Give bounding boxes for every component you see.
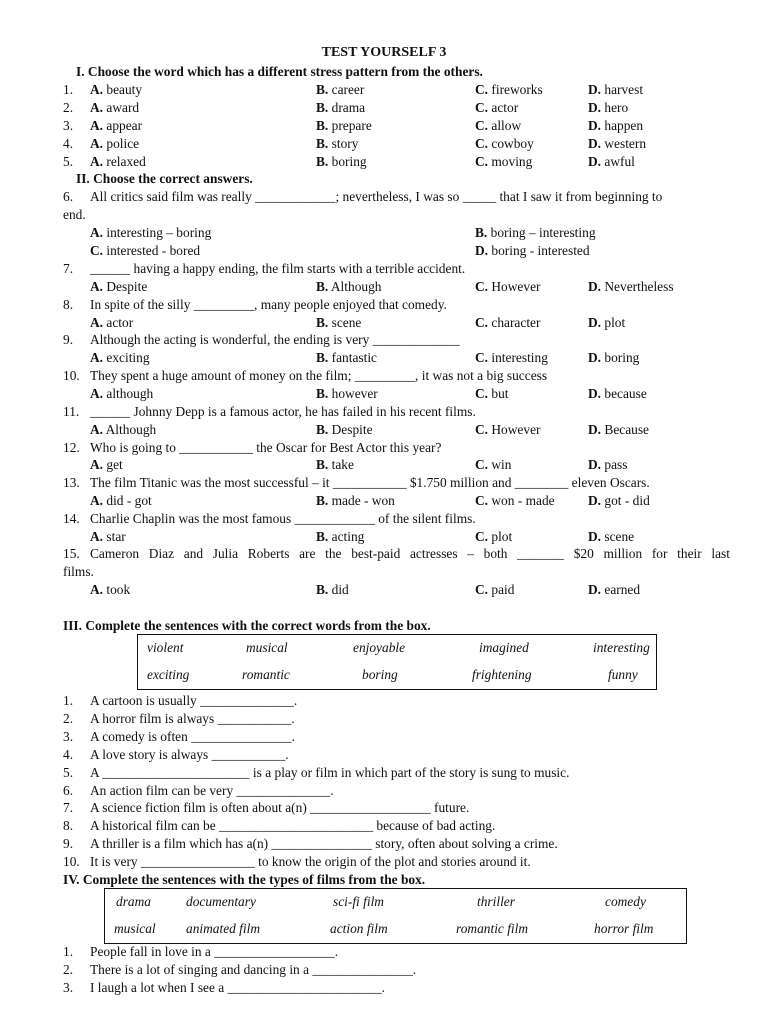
item-number: 4. <box>63 135 74 151</box>
option-b: B. boring <box>316 153 367 169</box>
box-word: frightening <box>472 667 532 682</box>
option-a: A. star <box>90 528 126 544</box>
option-b: B. take <box>316 457 354 473</box>
option-d: D. awful <box>588 153 635 169</box>
option-a: A. took <box>90 582 131 597</box>
option-a: A. interesting – boring <box>90 225 212 240</box>
section-heading-3: III. Complete the sentences with the correct words from the box. <box>63 618 431 633</box>
option-d: D. harvest <box>588 82 644 97</box>
box-word: documentary <box>186 894 256 909</box>
question-number: 10. <box>63 368 80 384</box>
item-number: 2. <box>63 961 74 977</box>
option-c: C. but <box>475 386 509 401</box>
option-a: A. appear <box>90 117 143 133</box>
sentence-text: People fall in love in a __________________. <box>90 944 339 959</box>
question-number: 14. <box>63 510 80 526</box>
sentence-text: A love story is always ___________. <box>90 746 289 762</box>
item-number: 3. <box>63 728 74 744</box>
option-b: B. acting <box>316 528 365 544</box>
option-a: A. award <box>90 99 140 115</box>
option-d: D. western <box>588 135 647 151</box>
question-text: In spite of the silly _________, many people enjoyed that comedy. <box>90 296 447 312</box>
question-text: Cameron Diaz and Julia Roberts are the best-paid actresses – both _______ $20 million for their last <box>90 546 730 561</box>
option-c: C. paid <box>475 582 515 597</box>
option-c: C. interesting <box>475 350 548 366</box>
option-c: C. plot <box>475 528 513 544</box>
option-a: A. beauty <box>90 82 143 97</box>
question-number: 8. <box>63 296 74 312</box>
item-number: 1. <box>63 693 74 708</box>
option-c: C. won - made <box>475 493 555 509</box>
sentence-text: A science fiction film is often about a(n) __________________ future. <box>90 800 470 816</box>
option-a: A. did - got <box>90 493 152 509</box>
item-number: 10. <box>63 854 80 870</box>
section-heading-4: IV. Complete the sentences with the types of films from the box. <box>63 872 426 887</box>
box-word: violent <box>147 640 184 655</box>
option-b: B. scene <box>316 314 362 330</box>
question-text: Charlie Chaplin was the most famous ____________ of the silent films. <box>90 510 476 526</box>
option-a: A. relaxed <box>90 153 146 169</box>
question-text: ______ having a happy ending, the film starts with a terrible accident. <box>90 261 466 276</box>
option-b: B. fantastic <box>316 350 377 366</box>
option-c: C. cowboy <box>475 135 534 151</box>
box-word: boring <box>362 667 398 682</box>
question-text: All critics said film was really ____________; nevertheless, I was so _____ that I saw it from beginning to <box>90 189 663 204</box>
item-number: 3. <box>63 117 74 133</box>
item-number: 4. <box>63 746 74 762</box>
question-number: 6. <box>63 189 74 204</box>
sentence-text: There is a lot of singing and dancing in a _______________. <box>90 961 417 977</box>
option-a: A. although <box>90 386 154 401</box>
option-b: B. prepare <box>316 117 372 133</box>
sentence-text: An action film can be very ______________. <box>90 782 334 798</box>
box-word: action film <box>330 921 388 936</box>
question-number: 15. <box>63 546 80 561</box>
box-word: comedy <box>605 894 646 909</box>
sentence-text: A cartoon is usually ______________. <box>90 693 298 708</box>
box-word: imagined <box>479 640 529 655</box>
page-title: TEST YOURSELF 3 <box>321 45 447 60</box>
option-d: D. got - did <box>588 493 650 509</box>
box-word: thriller <box>477 894 515 909</box>
option-c: C. moving <box>475 153 533 169</box>
item-number: 2. <box>63 99 74 115</box>
question-number: 11. <box>63 403 80 419</box>
option-a: A. actor <box>90 314 134 330</box>
sentence-text: A horror film is always ___________. <box>90 710 295 726</box>
box-word: horror film <box>594 921 654 936</box>
box-word: drama <box>116 894 151 909</box>
item-number: 5. <box>63 153 74 169</box>
box-word: romantic film <box>456 921 529 936</box>
box-word: animated film <box>186 921 261 936</box>
option-c: C. allow <box>475 117 522 133</box>
option-d: D. scene <box>588 528 635 544</box>
question-text: Although the acting is wonderful, the ending is very _____________ <box>90 332 460 348</box>
option-a: A. Although <box>90 421 157 437</box>
option-c: C. actor <box>475 99 519 115</box>
option-d: D. because <box>588 386 647 401</box>
item-number: 2. <box>63 710 74 726</box>
sentence-text: A comedy is often _______________. <box>90 728 295 744</box>
option-b: B. story <box>316 135 359 151</box>
box-word: funny <box>608 667 638 682</box>
question-number: 12. <box>63 439 80 455</box>
section-heading-2: II. Choose the correct answers. <box>76 171 253 186</box>
option-d: D. boring <box>588 350 640 366</box>
option-c: C. interested - bored <box>90 243 201 258</box>
option-b: B. Despite <box>316 421 373 437</box>
option-c: C. character <box>475 314 541 330</box>
option-a: A. police <box>90 135 140 151</box>
option-c: C. win <box>475 457 512 473</box>
item-number: 3. <box>63 979 74 995</box>
option-b: B. did <box>316 582 349 597</box>
item-number: 1. <box>63 82 74 97</box>
section-heading-1: I. Choose the word which has a different stress pattern from the others. <box>76 64 483 79</box>
box-word: musical <box>246 640 288 655</box>
word-box-3 <box>137 634 657 690</box>
box-word: interesting <box>593 640 650 655</box>
item-number: 7. <box>63 800 74 816</box>
sentence-text: A thriller is a film which has a(n) _______________ story, often about solving a crime. <box>90 836 558 852</box>
sentence-text: It is very _________________ to know the origin of the plot and stories around it. <box>90 854 531 870</box>
item-number: 8. <box>63 818 74 834</box>
box-word: musical <box>114 921 156 936</box>
option-b: B. Although <box>316 278 382 294</box>
box-word: sci-fi film <box>333 894 384 909</box>
option-d: D. happen <box>588 117 644 133</box>
sentence-text: A historical film can be _______________________ because of bad acting. <box>90 818 496 834</box>
option-d: D. Nevertheless <box>588 278 674 294</box>
option-b: B. however <box>316 386 378 401</box>
question-text-cont: end. <box>63 207 86 222</box>
option-d: D. hero <box>588 99 629 115</box>
option-b: B. made - won <box>316 493 395 509</box>
option-c: C. fireworks <box>475 82 543 97</box>
item-number: 9. <box>63 836 74 852</box>
item-number: 5. <box>63 764 74 780</box>
option-c: C. However <box>475 421 541 437</box>
option-a: A. get <box>90 457 123 473</box>
option-b: B. drama <box>316 99 366 115</box>
option-d: D. earned <box>588 582 641 597</box>
option-d: D. Because <box>588 421 650 437</box>
question-text: Who is going to ___________ the Oscar for Best Actor this year? <box>90 439 442 455</box>
option-b: B. boring – interesting <box>475 225 596 240</box>
box-word: exciting <box>147 667 190 682</box>
option-d: D. pass <box>588 457 628 473</box>
question-text-cont: films. <box>63 564 94 579</box>
question-text: ______ Johnny Depp is a famous actor, he has failed in his recent films. <box>90 403 476 419</box>
question-number: 13. <box>63 475 80 491</box>
question-number: 7. <box>63 261 74 276</box>
sentence-text: I laugh a lot when I see a _______________________. <box>90 979 385 995</box>
box-word: romantic <box>242 667 290 682</box>
item-number: 6. <box>63 782 74 798</box>
item-number: 1. <box>63 944 74 959</box>
option-d: D. boring - interested <box>475 243 590 258</box>
option-a: A. exciting <box>90 350 150 366</box>
box-word: enjoyable <box>353 640 406 655</box>
option-b: B. career <box>316 82 365 97</box>
question-text: The film Titanic was the most successful – it ___________ $1.750 million and ________ eleven Oscars. <box>90 475 650 491</box>
sentence-text: A ______________________ is a play or film in which part of the story is sung to music. <box>90 764 570 780</box>
question-number: 9. <box>63 332 74 348</box>
option-a: A. Despite <box>90 278 148 294</box>
word-box-4 <box>104 888 687 944</box>
question-text: They spent a huge amount of money on the film; _________, it was not a big success <box>90 368 548 384</box>
option-d: D. plot <box>588 314 626 330</box>
option-c: C. However <box>475 278 541 294</box>
